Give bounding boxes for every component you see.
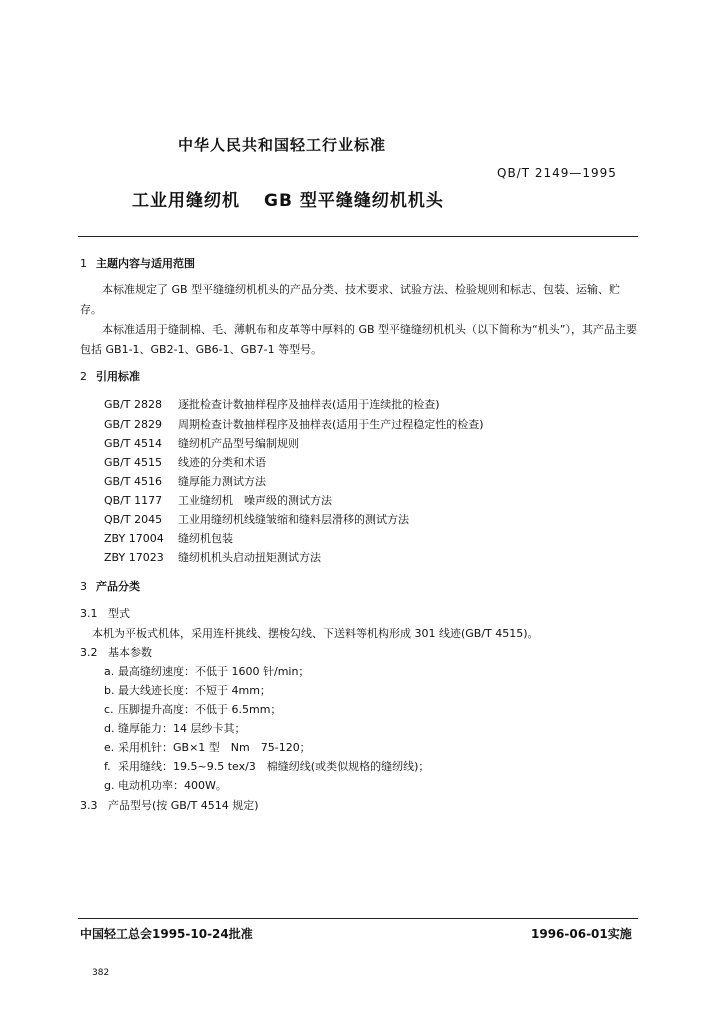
title-part-1: 工业用缝纫机 (132, 191, 240, 211)
section-number: 3 (80, 580, 87, 593)
parameter-text: 压脚提升高度：不低于 6.5mm； (118, 703, 282, 716)
reference-title: 工业缝纫机 噪声级的测试方法 (178, 494, 332, 507)
approval-line: 中国轻工总会1995-10-24批准 (80, 927, 253, 941)
reference-code: GB/T 4514 (104, 437, 162, 450)
section-1-paragraph-1: 本标准规定了 GB 型平缝缝纫机机头的产品分类、技术要求、试验方法、检验规则和标志、包装、运输、贮存。 (80, 283, 621, 316)
reference-item (104, 473, 266, 489)
reference-title: 缝纫机机头启动扭矩测试方法 (178, 551, 321, 564)
section-1-heading (80, 255, 195, 271)
subsection-title: 产品型号(按 GB/T 4514 规定) (108, 799, 259, 812)
section-number: 1 (80, 257, 87, 270)
reference-title: 缝纫机包装 (178, 532, 233, 545)
section-1-paragraph-2: 本标准适用于缝制棉、毛、薄帆布和皮革等中厚料的 GB 型平缝缝纫机机头（以下简称为“机头”），其产品主要包括 GB1-1、GB2-1、GB6-1、GB7-1 等型号。 (80, 323, 637, 356)
page-number: 382 (92, 968, 110, 978)
reference-title: 缝纫机产品型号编制规则 (178, 437, 299, 450)
subsection-3-2-heading (80, 644, 152, 660)
reference-item (104, 549, 321, 565)
reference-code: ZBY 17004 (104, 532, 164, 545)
parameter-item (104, 758, 429, 774)
implementation-date: 1996-06-01实施 (531, 927, 632, 941)
reference-item (104, 511, 409, 527)
parameter-letter: e. (104, 741, 115, 754)
reference-item (104, 530, 233, 546)
reference-title: 周期检查计数抽样程序及抽样表(适用于生产过程稳定性的检查) (178, 418, 484, 431)
header-divider (78, 236, 638, 237)
reference-title: 工业用缝纫机线缝皱缩和缝料层滑移的测试方法 (178, 513, 409, 526)
parameter-item (104, 701, 281, 717)
footer-divider (78, 918, 638, 919)
parameter-item (104, 777, 227, 793)
reference-item (104, 416, 484, 432)
reference-item (104, 454, 266, 470)
subsection-title: 基本参数 (108, 646, 152, 659)
standard-code: QB/T 2149—1995 (497, 166, 617, 180)
reference-code: GB/T 4515 (104, 456, 162, 469)
parameter-item (104, 682, 271, 698)
subsection-3-1-text: 本机为平板式机体，采用连杆挑线、摆梭勾线、下送料等机构形成 301 线迹(GB/T 4515)。 (92, 627, 539, 640)
reference-code: QB/T 2045 (104, 513, 163, 526)
parameter-item (104, 720, 246, 736)
subsection-number: 3.1 (80, 607, 98, 620)
reference-code: GB/T 2829 (104, 418, 162, 431)
reference-code: GB/T 2828 (104, 398, 162, 411)
reference-code: QB/T 1177 (104, 494, 163, 507)
parameter-text: 最高缝纫速度：不低于 1600 针/min； (118, 665, 310, 678)
section-title: 引用标准 (96, 370, 140, 383)
parameter-text: 采用机针：GB×1 型 Nm 75-120； (118, 741, 311, 754)
document-title (132, 186, 444, 211)
subsection-number: 3.2 (80, 646, 98, 659)
subsection-3-3-heading (80, 797, 259, 813)
title-part-2: GB 型平缝缝纫机机头 (264, 191, 444, 211)
parameter-text: 最大线迹长度：不短于 4mm； (118, 684, 271, 697)
reference-code: ZBY 17023 (104, 551, 164, 564)
reference-title: 缝厚能力测试方法 (178, 475, 266, 488)
parameter-letter: d. (104, 722, 115, 735)
parameter-text: 缝厚能力：14 层纱卡其； (118, 722, 246, 735)
reference-item (104, 396, 440, 412)
section-number: 2 (80, 370, 87, 383)
section-title: 产品分类 (96, 580, 140, 593)
subsection-number: 3.3 (80, 799, 98, 812)
parameter-letter: g. (104, 779, 115, 792)
parameter-text: 采用缝线：19.5~9.5 tex/3 棉缝纫线(或类似规格的缝纫线)； (118, 760, 430, 773)
subsection-3-1-heading (80, 605, 130, 621)
reference-code: GB/T 4516 (104, 475, 162, 488)
parameter-letter: a. (104, 665, 115, 678)
issuing-organization: 中华人民共和国轻工行业标准 (178, 136, 387, 154)
section-2-heading (80, 368, 140, 384)
reference-item (104, 492, 332, 508)
reference-title: 逐批检查计数抽样程序及抽样表(适用于连续批的检查) (178, 398, 440, 411)
section-title: 主题内容与适用范围 (96, 257, 195, 270)
subsection-title: 型式 (108, 607, 130, 620)
parameter-item (104, 739, 311, 755)
reference-title: 线迹的分类和术语 (178, 456, 266, 469)
parameter-letter: b. (104, 684, 115, 697)
parameter-letter: f. (104, 760, 111, 773)
section-3-heading (80, 578, 140, 594)
parameter-item (104, 663, 309, 679)
parameter-text: 电动机功率：400W。 (118, 779, 227, 792)
reference-item (104, 435, 299, 451)
parameter-letter: c. (104, 703, 114, 716)
